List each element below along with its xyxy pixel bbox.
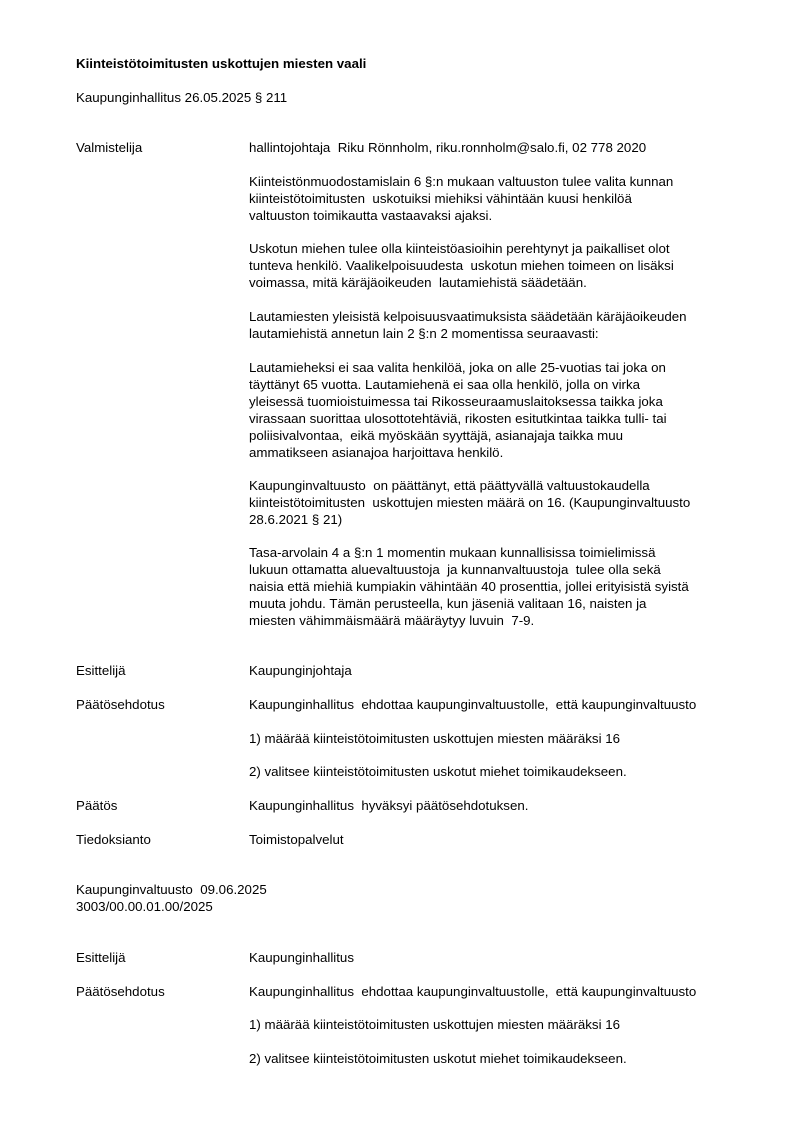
paragraph-line: 28.6.2021 § 21) <box>249 511 343 527</box>
proposal-value-council: Kaupunginhallitus ehdottaa kaupunginvaltuustolle, että kaupunginvaltuusto <box>249 984 697 999</box>
paragraph-line: Lautamieheksi ei saa valita henkilöä, joka on alle 25-vuotias tai joka on <box>249 360 666 375</box>
presenter-label: Esittelijä <box>76 663 126 678</box>
paragraph-line: Lautamiesten yleisistä kelpoisuusvaatimuksista säädetään käräjäoikeuden <box>249 309 687 324</box>
paragraph-3 <box>249 309 739 343</box>
proposal-value: Kaupunginhallitus ehdottaa kaupunginvaltuustolle, että kaupunginvaltuusto <box>249 697 697 712</box>
paragraph-line: lukuun ottamatta aluevaltuustoja ja kunnanvaltuustoja tulee olla sekä <box>249 561 661 577</box>
meeting-heading-council: Kaupunginvaltuusto 09.06.2025 <box>76 882 267 897</box>
paragraph-line: poliisivalvontaa, eikä myöskään syyttäjä, asianajaja taikka muu <box>249 427 623 443</box>
paragraph-5 <box>249 478 739 529</box>
paragraph-line: tunteva henkilö. Vaalikelpoisuudesta uskotun miehen toimeen on lisäksi <box>249 257 674 273</box>
paragraph-line: Kiinteistönmuodostamislain 6 §:n mukaan valtuuston tulee valita kunnan <box>249 174 674 189</box>
paragraph-line: kiinteistötoimitusten uskottujen miesten määrä on 16. (Kaupunginvaltuusto <box>249 494 691 510</box>
proposal-item-1-council: 1) määrää kiinteistötoimitusten uskottujen miesten määräksi 16 <box>249 1017 621 1032</box>
document-number: 3003/00.00.01.00/2025 <box>76 899 213 914</box>
paragraph-line: täyttänyt 65 vuotta. Lautamiehenä ei saa olla henkilö, jolla on virka <box>249 376 641 392</box>
proposal-label: Päätösehdotus <box>76 697 165 712</box>
preparer-label: Valmistelija <box>76 140 143 155</box>
paragraph-line: virassaan suorittaa ulosottotehtäviä, rikosten esitutkintaa taikka tulli- tai <box>249 410 667 426</box>
paragraph-2 <box>249 241 739 292</box>
meeting-heading-board: Kaupunginhallitus 26.05.2025 § 211 <box>76 90 288 105</box>
proposal-item-2: 2) valitsee kiinteistötoimitusten uskotut miehet toimikaudekseen. <box>249 764 627 779</box>
presenter-label-council: Esittelijä <box>76 950 126 965</box>
proposal-item-2-council: 2) valitsee kiinteistötoimitusten uskotut miehet toimikaudekseen. <box>249 1051 627 1066</box>
paragraph-6 <box>249 545 739 630</box>
paragraph-4-quote <box>249 360 739 461</box>
presenter-value: Kaupunginjohtaja <box>249 663 352 678</box>
proposal-item-1: 1) määrää kiinteistötoimitusten uskottujen miesten määräksi 16 <box>249 731 621 746</box>
paragraph-line: Uskotun miehen tulee olla kiinteistöasioihin perehtynyt ja paikalliset olot <box>249 241 670 256</box>
paragraph-line: Tasa-arvolain 4 a §:n 1 momentin mukaan kunnallisissa toimielimissä <box>249 545 656 560</box>
paragraph-line: lautamiehistä annetun lain 2 §:n 2 momentissa seuraavasti: <box>249 325 599 341</box>
paragraph-line: kiinteistötoimitusten uskotuiksi miehiksi vähintään kuusi henkilöä <box>249 190 632 206</box>
decision-value: Kaupunginhallitus hyväksyi päätösehdotuksen. <box>249 798 529 813</box>
paragraph-line: naisia että miehiä kumpiakin vähintään 40 prosenttia, jollei erityisistä syistä <box>249 578 689 594</box>
notification-value: Toimistopalvelut <box>249 832 344 847</box>
proposal-label-council: Päätösehdotus <box>76 984 165 999</box>
document-title: Kiinteistötoimitusten uskottujen miesten vaali <box>76 56 367 71</box>
paragraph-1 <box>249 174 739 225</box>
decision-label: Päätös <box>76 798 118 813</box>
paragraph-line: yleisessä tuomioistuimessa tai Rikosseuraamuslaitoksessa taikka joka <box>249 393 663 409</box>
presenter-value-council: Kaupunginhallitus <box>249 950 354 965</box>
paragraph-line: muuta johdu. Tämän perusteella, kun jäseniä valitaan 16, naisten ja <box>249 595 647 611</box>
paragraph-line: valtuuston toimikautta vastaavaksi ajaksi. <box>249 207 493 223</box>
paragraph-line: voimassa, mitä käräjäoikeuden lautamiehistä säädetään. <box>249 274 587 290</box>
preparer-value: hallintojohtaja Riku Rönnholm, riku.ronnholm@salo.fi, 02 778 2020 <box>249 140 647 155</box>
paragraph-line: miesten vähimmäismäärä määräytyy luvuin 7-9. <box>249 612 535 628</box>
paragraph-line: Kaupunginvaltuusto on päättänyt, että päättyvällä valtuustokaudella <box>249 478 650 493</box>
notification-label: Tiedoksianto <box>76 832 151 847</box>
paragraph-line: ammatikseen asianajoa harjoittava henkilö. <box>249 444 504 460</box>
